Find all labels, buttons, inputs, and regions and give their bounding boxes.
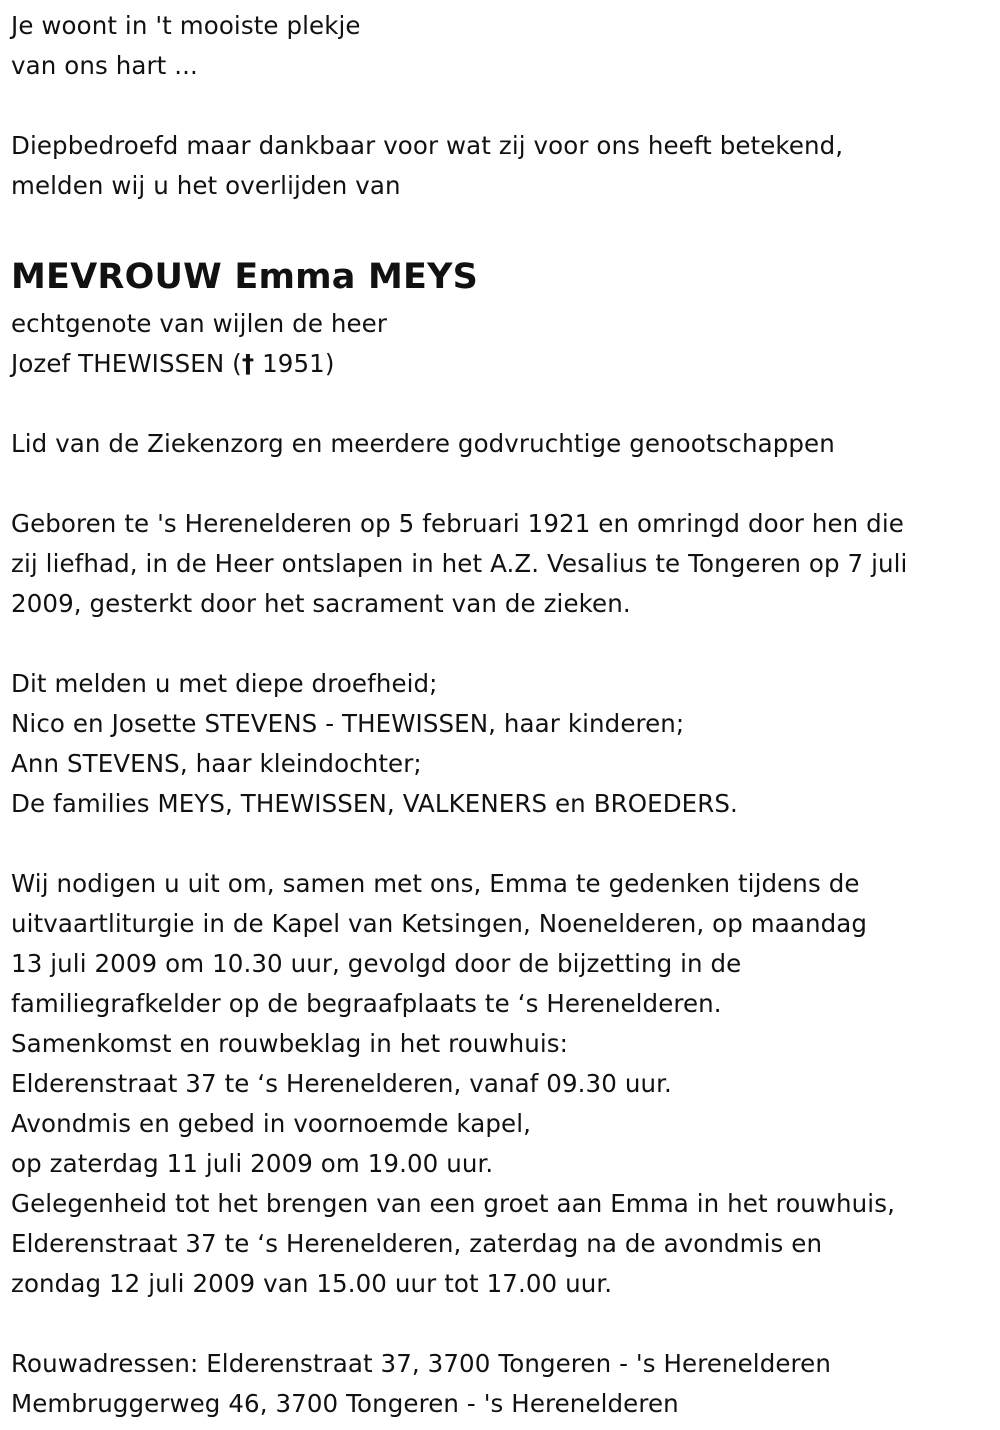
spacer <box>11 384 991 424</box>
address-line-2: Membruggerweg 46, 3700 Tongeren - 's Herenelderen <box>11 1389 679 1418</box>
ceremony-line: Samenkomst en rouwbeklag in het rouwhuis: <box>11 1029 569 1058</box>
birth-death-line-1: Geboren te 's Herenelderen op 5 februari 1921 en omringd door hen die <box>11 509 904 538</box>
opening-line-2: van ons hart ... <box>11 51 198 80</box>
spacer <box>11 1304 991 1344</box>
ceremony-line: Wij nodigen u uit om, samen met ons, Emma te gedenken tijdens de <box>11 869 860 898</box>
spacer <box>11 824 991 864</box>
ceremony-line: zondag 12 juli 2009 van 15.00 uur tot 17.00 uur. <box>11 1269 613 1298</box>
spouse-line-1: echtgenote van wijlen de heer <box>11 309 388 338</box>
ceremony-line: 13 juli 2009 om 10.30 uur, gevolgd door de bijzetting in de <box>11 949 742 978</box>
spouse-info <box>11 304 991 384</box>
announcement-line-1: Diepbedroefd maar dankbaar voor wat zij voor ons heeft betekend, <box>11 131 844 160</box>
spouse-name: Jozef THEWISSEN ( <box>11 349 242 378</box>
spacer <box>11 464 991 504</box>
ceremony-line: uitvaartliturgie in de Kapel van Ketsingen, Noenelderen, op maandag <box>11 909 868 938</box>
ceremony-line: Avondmis en gebed in voornoemde kapel, <box>11 1109 531 1138</box>
spacer <box>11 624 991 664</box>
spacer <box>11 86 991 126</box>
spouse-death-year: 1951) <box>254 349 335 378</box>
ceremony-line: Elderenstraat 37 te ‘s Herenelderen, vanaf 09.30 uur. <box>11 1069 672 1098</box>
family-families: De families MEYS, THEWISSEN, VALKENERS en BROEDERS. <box>11 789 738 818</box>
family-children: Nico en Josette STEVENS - THEWISSEN, haar kinderen; <box>11 709 685 738</box>
ceremony-line: familiegrafkelder op de begraafplaats te ‘s Herenelderen. <box>11 989 722 1018</box>
condolence-addresses <box>11 1344 991 1424</box>
opening-line-1: Je woont in 't mooiste plekje <box>11 11 361 40</box>
family-intro: Dit melden u met diepe droefheid; <box>11 669 438 698</box>
opening-verse <box>11 6 991 86</box>
announcement <box>11 126 991 206</box>
family-paragraph <box>11 664 991 824</box>
ceremony-line: Gelegenheid tot het brengen van een groet aan Emma in het rouwhuis, <box>11 1189 895 1218</box>
birth-death-line-2: zij liefhad, in de Heer ontslapen in het A.Z. Vesalius te Tongeren op 7 juli <box>11 549 908 578</box>
ceremony-paragraph <box>11 864 991 1304</box>
spouse-line-2 <box>11 344 991 384</box>
deceased-name: MEVROUW Emma MEYS <box>11 257 479 297</box>
obituary-document <box>11 6 991 1424</box>
cross-icon: † <box>241 349 255 378</box>
ceremony-line: Elderenstraat 37 te ‘s Herenelderen, zaterdag na de avondmis en <box>11 1229 823 1258</box>
announcement-line-2: melden wij u het overlijden van <box>11 171 401 200</box>
spacer <box>11 206 991 246</box>
family-grandchild: Ann STEVENS, haar kleindochter; <box>11 749 422 778</box>
birth-death-paragraph <box>11 504 991 624</box>
membership-line: Lid van de Ziekenzorg en meerdere godvruchtige genootschappen <box>11 429 835 458</box>
ceremony-line: op zaterdag 11 juli 2009 om 19.00 uur. <box>11 1149 494 1178</box>
birth-death-line-3: 2009, gesterkt door het sacrament van de zieken. <box>11 589 631 618</box>
address-line-1: Rouwadressen: Elderenstraat 37, 3700 Tongeren - 's Herenelderen <box>11 1349 831 1378</box>
